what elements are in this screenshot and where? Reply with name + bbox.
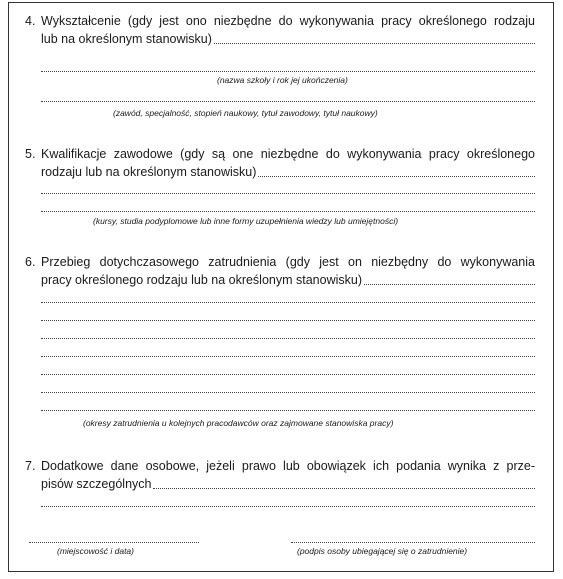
heading-text: rodzaju lub na określonym stanowisku)	[41, 164, 257, 179]
form-frame	[8, 2, 554, 572]
fill-line[interactable]	[364, 283, 535, 285]
fill-line[interactable]	[41, 392, 535, 393]
section-4	[25, 13, 535, 48]
fill-line[interactable]	[41, 211, 535, 212]
fill-line[interactable]	[41, 193, 535, 194]
section-heading: Wykształcenie (gdy jest ono niezbędne do wykonywania pracy określonego rodzaju	[41, 14, 535, 28]
fill-line[interactable]	[214, 42, 535, 44]
section-heading-continued	[41, 31, 535, 49]
fill-line[interactable]	[41, 71, 535, 72]
fill-line[interactable]	[41, 338, 535, 339]
heading-text: pracy określonego rodzaju lub na określonym stanowisku)	[41, 272, 362, 287]
section-heading: Kwalifikacje zawodowe (gdy są one niezbędne do wykonywania pracy określonego	[41, 147, 535, 161]
signature-caption: (podpis osoby ubiegającej się o zatrudnienie)	[297, 546, 468, 556]
place-date-line[interactable]	[29, 542, 199, 543]
section-5	[25, 146, 535, 181]
fill-line[interactable]	[41, 374, 535, 375]
section-number: 4.	[25, 14, 36, 28]
heading-text: pisów szczególnych	[41, 476, 152, 491]
section-heading-continued	[41, 476, 535, 494]
section-number: 6.	[25, 255, 36, 269]
fill-line[interactable]	[153, 487, 535, 489]
field-caption: (okresy zatrudnienia u kolejnych pracodawców oraz zajmowane stanowiska pracy)	[83, 418, 394, 428]
field-caption: (kursy, studia podyplomowe lub inne formy uzupełnienia wiedzy lub umiejętności)	[93, 216, 399, 226]
section-heading: Dodatkowe dane osobowe, jeżeli prawo lub obowiązek ich podania wynika z prze-	[41, 459, 535, 473]
section-number: 7.	[25, 459, 36, 473]
signature-line[interactable]	[291, 542, 535, 543]
fill-line[interactable]	[41, 101, 535, 102]
field-caption: (zawód, specjalność, stopień naukowy, tytuł zawodowy, tytuł naukowy)	[113, 108, 378, 118]
heading-text: lub na określonym stanowisku)	[41, 31, 212, 46]
field-caption: (nazwa szkoły i rok jej ukończenia)	[217, 75, 348, 85]
section-heading: Przebieg dotychczasowego zatrudnienia (gdy jest on niezbędny do wykonywania	[41, 255, 535, 269]
section-6	[25, 254, 535, 289]
fill-line[interactable]	[258, 175, 535, 177]
fill-line[interactable]	[41, 320, 535, 321]
fill-line[interactable]	[41, 410, 535, 411]
section-number: 5.	[25, 147, 36, 161]
fill-line[interactable]	[41, 302, 535, 303]
fill-line[interactable]	[41, 356, 535, 357]
section-heading-continued	[41, 272, 535, 290]
section-heading-continued	[41, 164, 535, 182]
fill-line[interactable]	[41, 506, 535, 507]
place-date-caption: (miejscowość i data)	[57, 546, 134, 556]
section-7	[25, 458, 535, 493]
